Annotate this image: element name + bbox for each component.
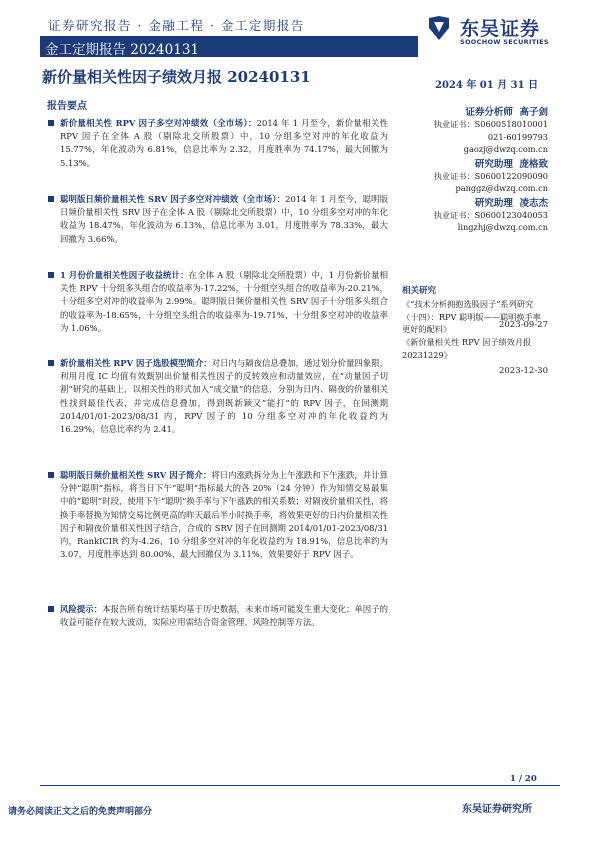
bullet-icon <box>48 472 54 478</box>
key-point <box>48 117 388 170</box>
analyst-name: 凌志杰 <box>519 197 548 209</box>
page-title: 新价量相关性因子绩效月报 20240131 <box>42 68 311 86</box>
key-point <box>48 357 388 436</box>
analyst-email[interactable]: lingzhj@dwzq.com.cn <box>457 222 548 232</box>
key-point-body: 2014 年 1 月至今，聪明版日频价量相关性 SRV 因子在全体 A 股（剔除北交所股票）中，10 分组多空对冲的年化收益为 18.47%，年化波动为 6.13%，信息比率为 3.01，月度胜率为 78.33%，最大回撤为 3.66%。 <box>60 194 388 244</box>
analyst-panel <box>402 104 548 234</box>
analyst-header <box>402 156 548 170</box>
key-point-head: 新价量相关性 RPV 因子多空对冲绩效（全市场）： <box>60 118 257 128</box>
report-date: 2024 年 01 月 31 日 <box>435 80 539 91</box>
institute-name: 东吴证券研究所 <box>462 804 532 815</box>
company-logo <box>422 10 572 50</box>
analyst-license: 执业证书：S0600518010001 <box>433 119 548 129</box>
key-point-head: 新价量相关性 RPV 因子选股模型简介： <box>60 358 212 368</box>
analyst-license: 执业证书：S0600123040053 <box>433 209 548 220</box>
key-point-body: 本报告所有统计结果均基于历史数据，未来市场可能发生重大变化；单因子的收益可能存在较大波动，实际应用需结合资金管理、风险控制等方法。 <box>60 604 389 628</box>
analyst-role: 证券分析师 <box>465 107 513 118</box>
related-item-date: 2023-12-30 <box>498 366 548 376</box>
key-point-head: 聪明版日频价量相关性 SRV 因子多空对冲绩效（全市场）： <box>60 194 286 204</box>
related-item-title[interactable]: 《新价量相关性 RPV 因子绩效月报 20231229》 <box>402 337 532 360</box>
section-heading: 报告要点 <box>47 101 87 112</box>
related-item-date: 2023-09-27 <box>498 320 548 330</box>
related-item-title[interactable]: 《“技术分析拥抱选股因子”系列研究（十四）：RPV 聪明版——聪明换手率更好的配料》 <box>402 299 541 335</box>
key-point-body: 将日内涨跌拆分为上午涨跌和下午涨跌，并计算分钟“聪明”指标，将当日下午“聪明”指标最大的各 20%（24 分钟）作为知情交易最集中的“聪明”时段，使用下午“聪明”换手率与下午涨跌的相关系数；对隔夜价量相关性，将换手率替换为知情交易比例更高的昨天最后半小时换手率，将效果更好的日内价量相关性因子和隔夜价量相关性因子结合，合成的 SRV 因子在回测期 2014/01/01-2023/08/31 内，RankICIR 约为-4.26，10 分组多空对冲的年化收益约为 18.91%，信息比率约为 3.07，月度胜率达到 80.00%，最大回撤仅为 3.11%，效果要好于 RPV 因子。 <box>60 470 389 560</box>
analyst-header <box>402 195 548 209</box>
logo-mark-icon <box>426 14 452 42</box>
analyst-header <box>402 104 548 118</box>
key-point-body: 对日内与隔夜信息叠加，通过划分价量四象限，利用月度 IC 均值有效甄别出价量相关性因子的反转效应和动量效应，在“动量因子切割”研究的基础上，以相关性的形式加入“成交量”的信息，分别为日内、隔夜的价量相关性找到最佳代表，并完成信息叠加，得到既新颖又“能打”的 RPV 因子，在回测期 2014/01/01-2023/08/31 内，RPV 因子的 10 分组多空对冲的年化收益约为 16.29%，信息比率约为 2.41。 <box>60 358 389 435</box>
analyst-name: 庞格致 <box>519 158 548 170</box>
related-research-heading: 相关研究 <box>402 286 437 296</box>
bullet-icon <box>48 196 54 202</box>
report-type-label: 金工定期报告 20240131 <box>45 42 200 58</box>
analyst-name: 高子剑 <box>519 107 548 118</box>
key-point <box>48 269 388 335</box>
analyst-email[interactable]: gaozj@dwzq.com.cn <box>463 144 548 154</box>
key-point-head: 聪明版日频价量相关性 SRV 因子简介： <box>60 470 212 480</box>
analyst-role: 研究助理 <box>474 197 513 209</box>
logo-text-cn: 东吴证券 <box>460 18 541 40</box>
logo-text-en: SOOCHOW SECURITIES <box>460 38 549 46</box>
bullet-icon <box>48 360 54 366</box>
bullet-icon <box>48 120 54 126</box>
key-point-head: 1 月份价量相关性因子收益统计： <box>60 270 189 280</box>
page-number: 1 / 20 <box>510 774 537 784</box>
bullet-icon <box>48 272 54 278</box>
key-point-body: 在全体 A 股（剔除北交所股票）中，1 月份新价量相关性 RPV 十分组多头组合的收益率为-17.22%，十分组空头组合的收益率为-20.21%，十分组多空对冲的收益率为 2.99%。聪明版日频价量相关性 SRV 因子十分组多头组合的收益率为-18.65%，十分组空头组合的收益率为-19.71%，十分组多空对冲的收益率为 1.06%。 <box>60 270 388 333</box>
analyst-role: 研究助理 <box>474 158 513 170</box>
key-point-head: 风险提示： <box>60 604 103 614</box>
disclaimer-note: 请务必阅读正文之后的免责声明部分 <box>8 807 153 817</box>
analyst-phone: 021-60199793 <box>487 131 548 142</box>
breadcrumb: 证券研究报告 · 金融工程 · 金工定期报告 <box>48 18 305 33</box>
analyst-license: 执业证书：S0600122090090 <box>433 170 548 181</box>
key-point <box>48 469 388 561</box>
key-point-body: 2014 年 1 月至今，新价量相关性 RPV 因子在全体 A 股（剔除北交所股票）中，10 分组多空对冲的年化收益为 15.77%，年化波动为 6.81%，信息比率为 2.32，月度胜率为 74.17%，最大回撤为 5.13%。 <box>60 118 388 168</box>
bullet-icon <box>48 606 54 612</box>
footer-rule <box>40 785 560 786</box>
key-point <box>48 193 388 246</box>
key-point <box>48 603 388 629</box>
analyst-email[interactable]: panggz@dwzq.com.cn <box>455 183 548 193</box>
